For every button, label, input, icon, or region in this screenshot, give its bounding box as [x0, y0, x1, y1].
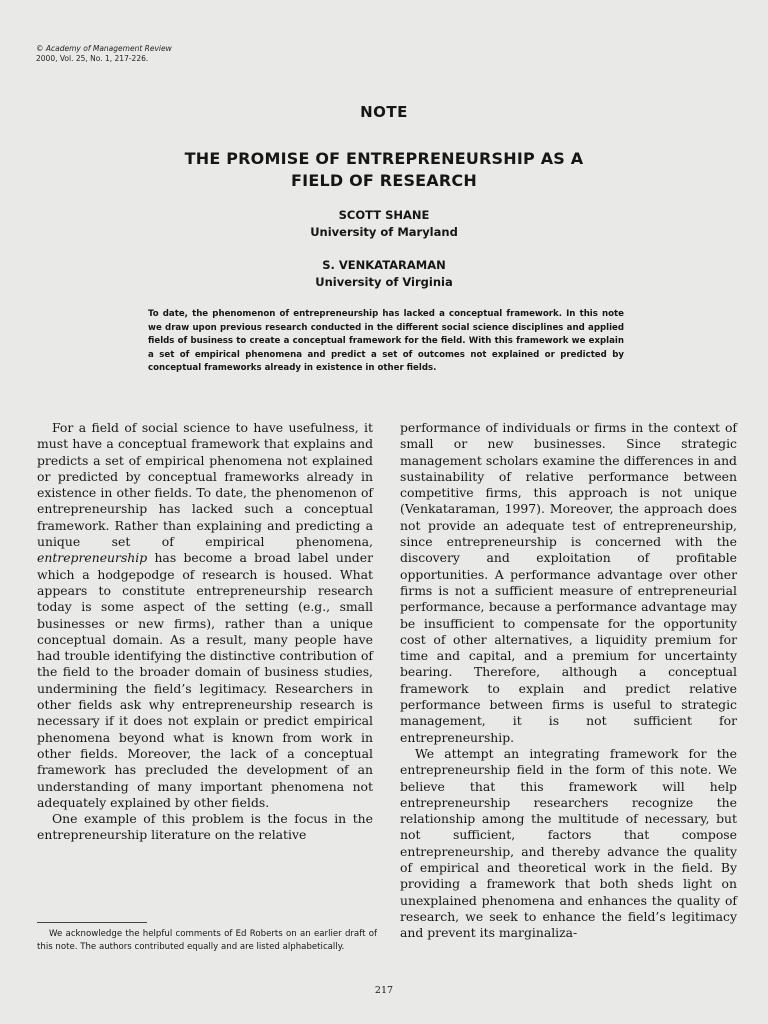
journal-volume: 2000, Vol. 25, No. 1, 217-226.: [36, 54, 149, 63]
paragraph: [37, 420, 373, 811]
paragraph: performance of individuals or firms in the context of small or new businesses. Since strategic management scholars examine the differences in and sustainability of relative performance between competitive firms, this approach is not unique (Venkataraman, 1997). Moreover, the approach does not provide an adequate test of entrepreneurship, since entrepreneurship is concerned with the discovery and exploitation of profitable opportunities. A performance advantage over other firms is not a sufficient measure of entrepreneurial performance, because a performance advantage may be insufficient to compensate for the opportunity cost of other alternatives, a liquidity premium for time and capital, and a premium for uncertainty bearing. Therefore, although a conceptual framework to explain and predict relative performance between firms is useful to strategic management, it is not sufficient for entrepreneurship.: [400, 420, 737, 745]
paragraph-text: For a field of social science to have usefulness, it must have a conceptual framework that explains and predicts a set of empirical phenomena not explained or predicted by conceptual frameworks already in existence in other fields. To date, the phenomenon of entrepreneurship has lacked such a conceptual framework. Rather than explaining and predicting a unique set of empirical phenomena,: [37, 420, 373, 550]
article-title: [120, 148, 648, 192]
journal-name-line: [36, 44, 172, 54]
paragraph: One example of this problem is the focus in the entrepreneurship literature on the relative: [37, 811, 373, 843]
journal-citation: [36, 44, 172, 64]
author-name: S. VENKATARAMAN: [322, 258, 446, 272]
title-line-1: THE PROMISE OF ENTREPRENEURSHIP AS A: [184, 149, 584, 168]
page-number: 217: [374, 985, 394, 996]
body-column-left: [37, 420, 373, 844]
author-affiliation: University of Virginia: [315, 275, 453, 289]
title-line-2: FIELD OF RESEARCH: [291, 171, 477, 190]
author-block-1: [0, 207, 768, 241]
paragraph-text: has become a broad label under which a hodgepodge of research is housed. What appears to constitute entrepreneurship research today is some aspect of the setting (e.g., small businesses or new firms), rather than a unique conceptual domain. As a result, many people have had trouble identifying the distinctive contribution of the field to the broader domain of business studies, undermining the field’s legitimacy. Researchers in other fields ask why entrepreneurship research is necessary if it does not explain or predict empirical phenomena beyond what is known from work in other fields. Moreover, the lack of a conceptual framework has precluded the development of an understanding of many important phenomena not adequately explained by other fields.: [37, 550, 373, 810]
footnote: We acknowledge the helpful comments of Ed Roberts on an earlier draft of this note. The authors contributed equally and are listed alphabetically.: [37, 929, 377, 952]
abstract: To date, the phenomenon of entrepreneurship has lacked a conceptual framework. In this note we draw upon previous research conducted in the different social science disciplines and applied fields of business to create a conceptual framework for the field. With this framework we explain a set of empirical phenomena and predict a set of outcomes not explained or predicted by conceptual frameworks already in existence in other fields.: [148, 309, 624, 374]
paragraph: We attempt an integrating framework for the entrepreneurship field in the form of this note. We believe that this framework will help entrepreneurship researchers recognize the relationship among the multitude of necessary, but not sufficient, factors that compose entrepreneurship, and thereby advance the quality of empirical and theoretical work in the field. By providing a framework that both sheds light on unexplained phenomena and enhances the quality of research, we seek to enhance the field’s legitimacy and prevent its marginaliza-: [400, 745, 737, 941]
author-affiliation: University of Maryland: [310, 225, 458, 239]
author-name: SCOTT SHANE: [338, 208, 430, 222]
emphasized-term: entrepreneurship: [37, 550, 148, 566]
footnote-divider: [37, 922, 147, 923]
author-block-2: [0, 257, 768, 291]
note-label: NOTE: [360, 103, 408, 121]
journal-name: Academy of Management Review: [45, 44, 172, 53]
copyright-symbol: ©: [36, 44, 44, 53]
body-column-right: [400, 420, 737, 942]
